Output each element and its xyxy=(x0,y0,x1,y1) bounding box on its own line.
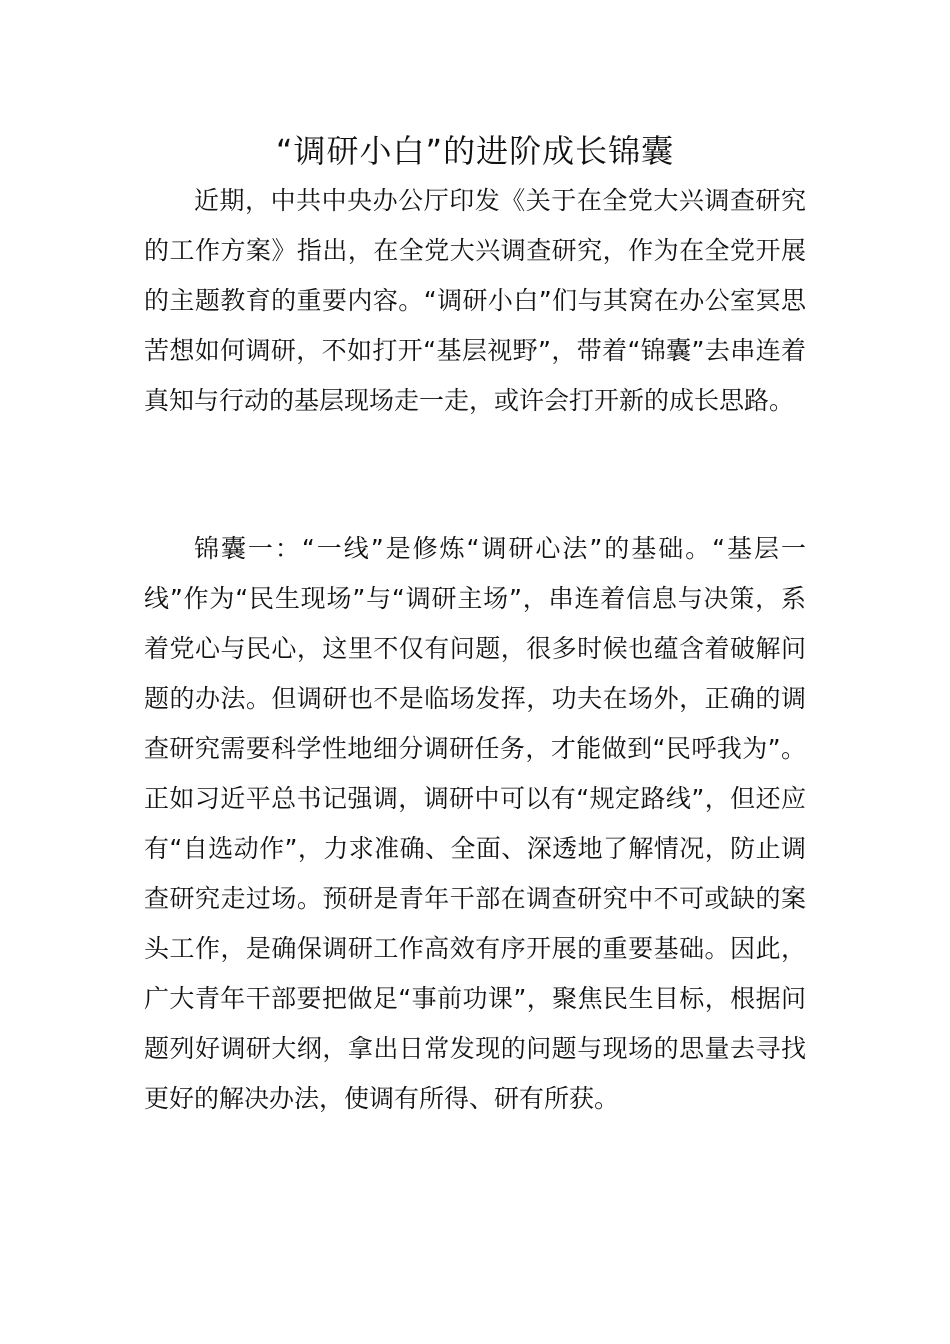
paragraph-intro: 近期，中共中央办公厅印发《关于在全党大兴调查研究的工作方案》指出，在全党大兴调查研究，作为在全党开展的主题教育的重要内容。“调研小白”们与其窝在办公室冥思苦想如何调研，不如打开“基层视野”，带着“锦囊”去串连着真知与行动的基层现场走一走，或许会打开新的成长思路。 xyxy=(144,186,806,415)
document-title: “调研小白”的进阶成长锦囊 xyxy=(275,132,675,170)
paragraph-tip-one: 锦囊一：“一线”是修炼“调研心法”的基础。“基层一线”作为“民生现场”与“调研主场”，串连着信息与决策，系着党心与民心，这里不仅有问题，很多时候也蕴含着破解问题的办法。但调研也不是临场发挥，功夫在场外，正确的调查研究需要科学性地细分调研任务，才能做到“民呼我为”。正如习近平总书记强调，调研中可以有“规定路线”，但还应有“自选动作”，力求准确、全面、深透地了解情况，防止调查研究走过场。预研是青年干部在调查研究中不可或缺的案头工作，是确保调研工作高效有序开展的重要基础。因此，广大青年干部要把做足“事前功课”，聚焦民生目标，根据问题列好调研大纲，拿出日常发现的问题与现场的思量去寻找更好的解决办法，使调有所得、研有所获。 xyxy=(144,534,806,1113)
